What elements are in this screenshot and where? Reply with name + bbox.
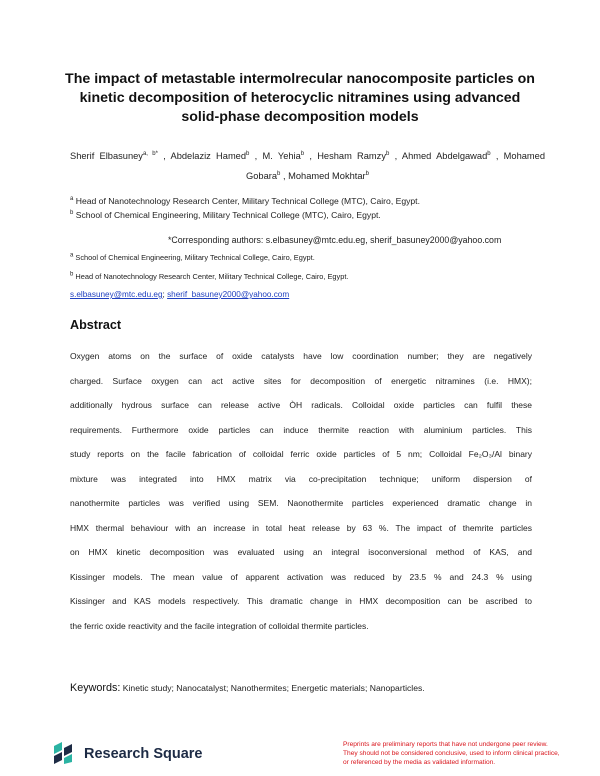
abstract-heading: Abstract: [70, 318, 122, 332]
email-link-yahoo[interactable]: sherif_basuney2000@yahoo.com: [167, 290, 290, 299]
affiliation-a: [70, 196, 420, 206]
keywords-label: Keywords:: [70, 682, 121, 694]
affiliation-sup: b: [70, 210, 74, 217]
abstract-line: Kissinger and KAS models respectively. This dramatic change in HMX decomposition can be ascribed to: [70, 596, 532, 606]
affiliation-small-b: [70, 272, 348, 281]
author-sup: b: [365, 170, 369, 177]
author-sup: b: [246, 150, 250, 157]
abstract-body: [70, 350, 532, 644]
affiliation-b: [70, 210, 381, 220]
author-name: , Ahmed Abdelgawad: [394, 151, 488, 161]
author-list: [70, 146, 545, 186]
author-name: , Abdelaziz Hamed: [163, 151, 247, 161]
title-line: solid-phase decomposition models: [181, 109, 419, 125]
abstract-line: additionally hydrous surface can release active ÒH radicals. Colloidal oxide particles can fulfil these: [70, 400, 532, 410]
brand-name: Research Square: [84, 746, 203, 762]
affiliation-text: Head of Nanotechnology Research Center, Military Technical College (MTC), Cairo, Egypt.: [75, 196, 420, 206]
preprint-notice: [343, 741, 593, 767]
research-square-logo-icon: [52, 740, 76, 769]
keywords-text: Kinetic study; Nanocatalyst; Nanothermites; Energetic materials; Nanoparticles.: [120, 683, 425, 693]
keywords: [70, 682, 425, 694]
affiliation-sup: a: [70, 196, 74, 203]
author-name: Gobara: [246, 171, 278, 181]
abstract-line: requirements. Furthermore oxide particles can induce thermite reaction with aluminium particles. This: [70, 424, 532, 435]
abstract-line: Oxygen atoms on the surface of oxide catalysts have low coordination number; they are negatively: [70, 351, 532, 361]
title-line: kinetic decomposition of heterocyclic nitramines using advanced: [79, 90, 521, 106]
affiliation-text: Head of Nanotechnology Research Center, Military Technical College, Cairo, Egypt.: [75, 272, 349, 281]
author-line-1: [70, 146, 545, 166]
author-name: , M. Yehia: [254, 151, 301, 161]
abstract-line: on HMX kinetic decomposition was evaluated using an integral isoconversional method of KAS, and: [70, 547, 532, 557]
affiliation-text: School of Chemical Engineering, Military Technical College (MTC), Cairo, Egypt.: [75, 210, 381, 220]
author-sup: b: [277, 170, 281, 177]
author-name: Sherif Elbasuney: [70, 151, 143, 161]
notice-line: or referenced by the media as validated information.: [343, 758, 496, 766]
author-sup: b: [385, 150, 390, 157]
corresponding-authors: *Corresponding authors: s.elbasuney@mtc.edu.eg, sherif_basuney2000@yahoo.com: [168, 235, 502, 245]
title-line: The impact of metastable intermolrecular nanocomposite particles on: [65, 71, 535, 87]
abstract-line: study reports on the facile fabrication of colloidal ferric oxide particles of 5 nm; Colloidal Fe₂O₃/Al binary: [70, 449, 532, 459]
author-name: , Hesham Ramzy: [309, 151, 386, 161]
abstract-line: the ferric oxide reactivity and the facile integration of colloidal thermite particles.: [70, 620, 369, 631]
abstract-line: mixture was integrated into HMX matrix via co-precipitation technique; uniform dispersion of: [70, 473, 532, 484]
paper-title: [40, 70, 560, 127]
author-name: , Mohamed: [495, 151, 546, 161]
affiliation-sup: b: [70, 271, 74, 278]
affiliation-small-a: [70, 253, 315, 262]
email-link-mtc[interactable]: s.elbasuney@mtc.edu.eg: [70, 290, 163, 299]
email-separator: ;: [162, 290, 168, 299]
abstract-line: charged. Surface oxygen can act active sites for decomposition of energetic nitramines (i.e. HMX);: [70, 375, 532, 386]
abstract-line: HMX thermal behaviour with an increase in total heat release by 63 %. The impact of themrite particles: [70, 522, 532, 533]
author-line-2: [70, 166, 545, 186]
abstract-line: nanothermite particles was verified using SEM. Naonothermite particles experienced dramatic change in: [70, 498, 532, 508]
author-name: , Mohamed Mokhtar: [282, 171, 366, 181]
affiliation-text: School of Chemical Engineering, Military Technical College, Cairo, Egypt.: [75, 253, 315, 262]
notice-line: Preprints are preliminary reports that have not undergone peer review.: [343, 741, 548, 748]
author-sup: a, b*: [142, 150, 158, 157]
affiliation-sup: a: [70, 252, 74, 259]
author-sup: b: [300, 150, 305, 157]
research-square-logo[interactable]: [52, 742, 202, 766]
notice-line: They should not be considered conclusive, used to inform clinical practice,: [343, 749, 560, 757]
author-sup: b: [487, 150, 491, 157]
email-links: [70, 290, 289, 299]
abstract-line: Kissinger models. The mean value of apparent activation was reduced by 23.5 % and 24.3 % using: [70, 571, 532, 582]
